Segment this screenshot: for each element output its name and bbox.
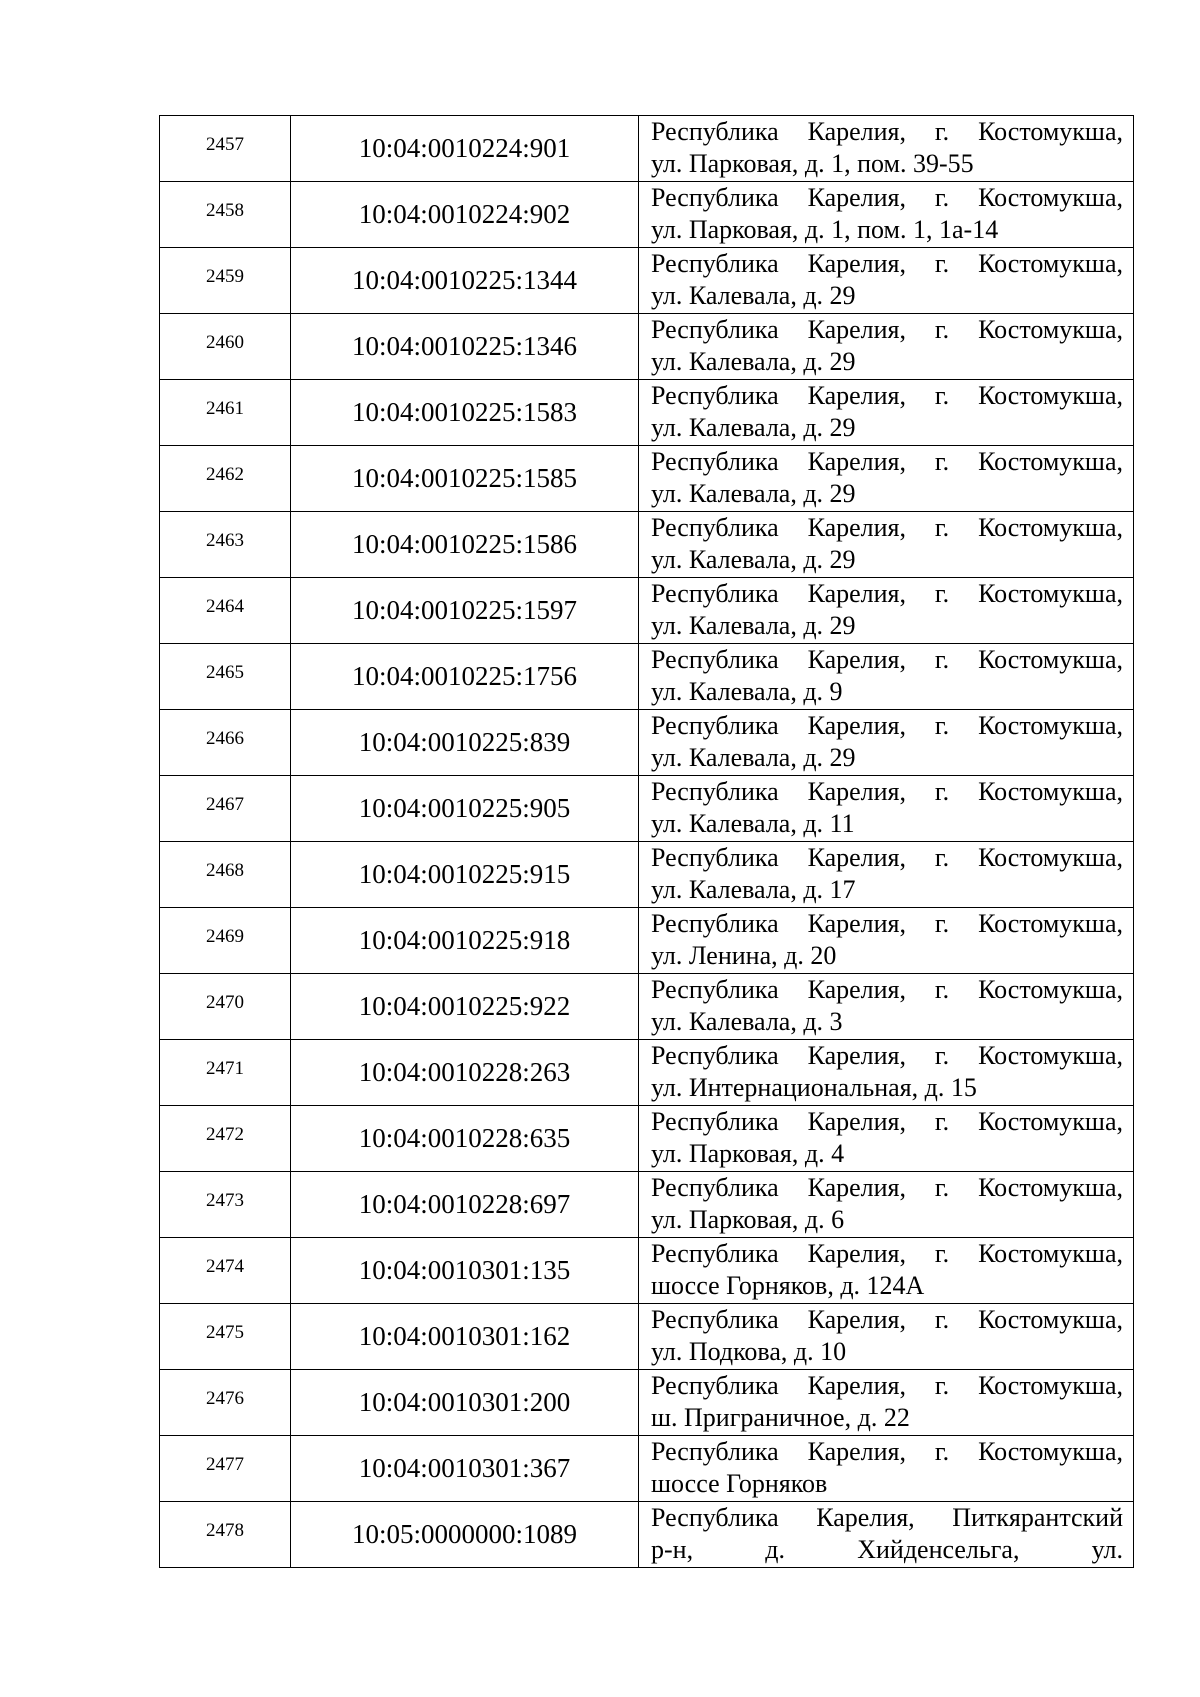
address-line-1: Республика Карелия, г. Костомукша, — [651, 843, 1123, 872]
address-line-2: ул. Калевала, д. 29 — [651, 413, 856, 442]
cadastral-number: 10:04:0010225:839 — [291, 710, 639, 776]
address-line-1: Республика Карелия, г. Костомукша, — [651, 1305, 1123, 1334]
row-number: 2465 — [160, 644, 291, 710]
address-line-1: Республика Карелия, г. Костомукша, — [651, 579, 1123, 608]
cadastral-number: 10:04:0010224:902 — [291, 182, 639, 248]
row-number: 2458 — [160, 182, 291, 248]
address-line-1: Республика Карелия, г. Костомукша, — [651, 777, 1123, 806]
address-line-1: Республика Карелия, г. Костомукша, — [651, 183, 1123, 212]
table-row — [160, 710, 1134, 776]
address-cell — [639, 446, 1134, 512]
address-line-1: Республика Карелия, г. Костомукша, — [651, 909, 1123, 938]
address-line-2: ш. Приграничное, д. 22 — [651, 1403, 910, 1432]
address-line-2: ул. Калевала, д. 29 — [651, 347, 856, 376]
address-line-2: р-н, д. Хийденсельга, ул. — [651, 1535, 1123, 1564]
address-line-1: Республика Карелия, г. Костомукша, — [651, 513, 1123, 542]
cadastral-number: 10:04:0010225:1346 — [291, 314, 639, 380]
address-line-2: шоссе Горняков — [651, 1469, 828, 1498]
address-line-2: ул. Парковая, д. 1, пом. 39-55 — [651, 149, 974, 178]
row-number: 2457 — [160, 116, 291, 182]
address-cell — [639, 1502, 1134, 1568]
table-row — [160, 1304, 1134, 1370]
address-line-2: ул. Калевала, д. 3 — [651, 1007, 843, 1036]
address-line-1: Республика Карелия, г. Костомукша, — [651, 1107, 1123, 1136]
address-line-1: Республика Карелия, г. Костомукша, — [651, 1239, 1123, 1268]
row-number: 2478 — [160, 1502, 291, 1568]
cadastral-number: 10:04:0010301:135 — [291, 1238, 639, 1304]
cadastral-number: 10:05:0000000:1089 — [291, 1502, 639, 1568]
row-number: 2468 — [160, 842, 291, 908]
table-row — [160, 908, 1134, 974]
cadastral-number: 10:04:0010225:1756 — [291, 644, 639, 710]
address-line-2: ул. Калевала, д. 29 — [651, 611, 856, 640]
table-row — [160, 116, 1134, 182]
address-cell — [639, 182, 1134, 248]
cadastral-number: 10:04:0010225:905 — [291, 776, 639, 842]
address-line-2: шоссе Горняков, д. 124А — [651, 1271, 925, 1300]
row-number: 2459 — [160, 248, 291, 314]
table-row — [160, 974, 1134, 1040]
address-line-2: ул. Калевала, д. 29 — [651, 479, 856, 508]
address-line-2: ул. Калевала, д. 9 — [651, 677, 843, 706]
address-cell — [639, 248, 1134, 314]
table-row — [160, 314, 1134, 380]
address-line-1: Республика Карелия, г. Костомукша, — [651, 381, 1123, 410]
table-row — [160, 1106, 1134, 1172]
row-number: 2470 — [160, 974, 291, 1040]
address-cell — [639, 1106, 1134, 1172]
address-cell — [639, 1040, 1134, 1106]
table-row — [160, 644, 1134, 710]
cadastral-number: 10:04:0010225:1583 — [291, 380, 639, 446]
address-cell — [639, 116, 1134, 182]
table-row — [160, 1172, 1134, 1238]
cadastral-number: 10:04:0010225:915 — [291, 842, 639, 908]
table-row — [160, 1436, 1134, 1502]
address-line-1: Республика Карелия, г. Костомукша, — [651, 447, 1123, 476]
address-cell — [639, 1436, 1134, 1502]
row-number: 2472 — [160, 1106, 291, 1172]
address-line-2: ул. Парковая, д. 1, пом. 1, 1а-14 — [651, 215, 999, 244]
address-line-2: ул. Интернациональная, д. 15 — [651, 1073, 977, 1102]
table-row — [160, 776, 1134, 842]
table-row — [160, 1040, 1134, 1106]
address-line-1: Республика Карелия, Питкярантский — [651, 1503, 1123, 1532]
address-cell — [639, 908, 1134, 974]
address-cell — [639, 1304, 1134, 1370]
address-cell — [639, 578, 1134, 644]
address-line-1: Республика Карелия, г. Костомукша, — [651, 1437, 1123, 1466]
address-cell — [639, 974, 1134, 1040]
cadastral-number: 10:04:0010224:901 — [291, 116, 639, 182]
address-line-2: ул. Калевала, д. 11 — [651, 809, 855, 838]
row-number: 2467 — [160, 776, 291, 842]
cadastral-number: 10:04:0010228:635 — [291, 1106, 639, 1172]
address-line-1: Республика Карелия, г. Костомукша, — [651, 249, 1123, 278]
address-line-2: ул. Парковая, д. 6 — [651, 1205, 845, 1234]
address-cell — [639, 512, 1134, 578]
table-row — [160, 842, 1134, 908]
row-number: 2466 — [160, 710, 291, 776]
cadastral-number: 10:04:0010225:1597 — [291, 578, 639, 644]
row-number: 2475 — [160, 1304, 291, 1370]
table-row — [160, 1370, 1134, 1436]
address-line-2: ул. Подкова, д. 10 — [651, 1337, 847, 1366]
address-cell — [639, 776, 1134, 842]
address-line-1: Республика Карелия, г. Костомукша, — [651, 1173, 1123, 1202]
row-number: 2473 — [160, 1172, 291, 1238]
address-cell — [639, 1370, 1134, 1436]
table-row — [160, 1238, 1134, 1304]
address-cell — [639, 314, 1134, 380]
address-cell — [639, 710, 1134, 776]
row-number: 2461 — [160, 380, 291, 446]
cadastral-number: 10:04:0010225:918 — [291, 908, 639, 974]
address-line-1: Республика Карелия, г. Костомукша, — [651, 117, 1123, 146]
row-number: 2464 — [160, 578, 291, 644]
address-line-2: ул. Ленина, д. 20 — [651, 941, 837, 970]
table-row — [160, 1502, 1134, 1568]
address-line-1: Республика Карелия, г. Костомукша, — [651, 645, 1123, 674]
address-cell — [639, 1172, 1134, 1238]
cadastral-registry-table — [159, 115, 1134, 1568]
address-line-1: Республика Карелия, г. Костомукша, — [651, 1371, 1123, 1400]
address-line-2: ул. Калевала, д. 29 — [651, 281, 856, 310]
address-cell — [639, 644, 1134, 710]
address-line-1: Республика Карелия, г. Костомукша, — [651, 1041, 1123, 1070]
cadastral-number: 10:04:0010301:367 — [291, 1436, 639, 1502]
row-number: 2460 — [160, 314, 291, 380]
address-line-2: ул. Калевала, д. 17 — [651, 875, 856, 904]
cadastral-number: 10:04:0010225:1585 — [291, 446, 639, 512]
row-number: 2476 — [160, 1370, 291, 1436]
cadastral-number: 10:04:0010228:263 — [291, 1040, 639, 1106]
table-row — [160, 380, 1134, 446]
cadastral-number: 10:04:0010225:1344 — [291, 248, 639, 314]
row-number: 2462 — [160, 446, 291, 512]
registry-table-body — [160, 116, 1134, 1568]
row-number: 2469 — [160, 908, 291, 974]
table-row — [160, 248, 1134, 314]
address-line-1: Республика Карелия, г. Костомукша, — [651, 975, 1123, 1004]
table-row — [160, 446, 1134, 512]
address-line-1: Республика Карелия, г. Костомукша, — [651, 315, 1123, 344]
cadastral-number: 10:04:0010225:1586 — [291, 512, 639, 578]
row-number: 2474 — [160, 1238, 291, 1304]
address-line-1: Республика Карелия, г. Костомукша, — [651, 711, 1123, 740]
cadastral-number: 10:04:0010225:922 — [291, 974, 639, 1040]
address-line-2: ул. Калевала, д. 29 — [651, 545, 856, 574]
cadastral-number: 10:04:0010301:162 — [291, 1304, 639, 1370]
table-row — [160, 512, 1134, 578]
cadastral-number: 10:04:0010301:200 — [291, 1370, 639, 1436]
table-row — [160, 182, 1134, 248]
address-cell — [639, 380, 1134, 446]
address-cell — [639, 842, 1134, 908]
row-number: 2471 — [160, 1040, 291, 1106]
address-line-2: ул. Калевала, д. 29 — [651, 743, 856, 772]
address-line-2: ул. Парковая, д. 4 — [651, 1139, 845, 1168]
address-cell — [639, 1238, 1134, 1304]
row-number: 2477 — [160, 1436, 291, 1502]
table-row — [160, 578, 1134, 644]
cadastral-number: 10:04:0010228:697 — [291, 1172, 639, 1238]
row-number: 2463 — [160, 512, 291, 578]
